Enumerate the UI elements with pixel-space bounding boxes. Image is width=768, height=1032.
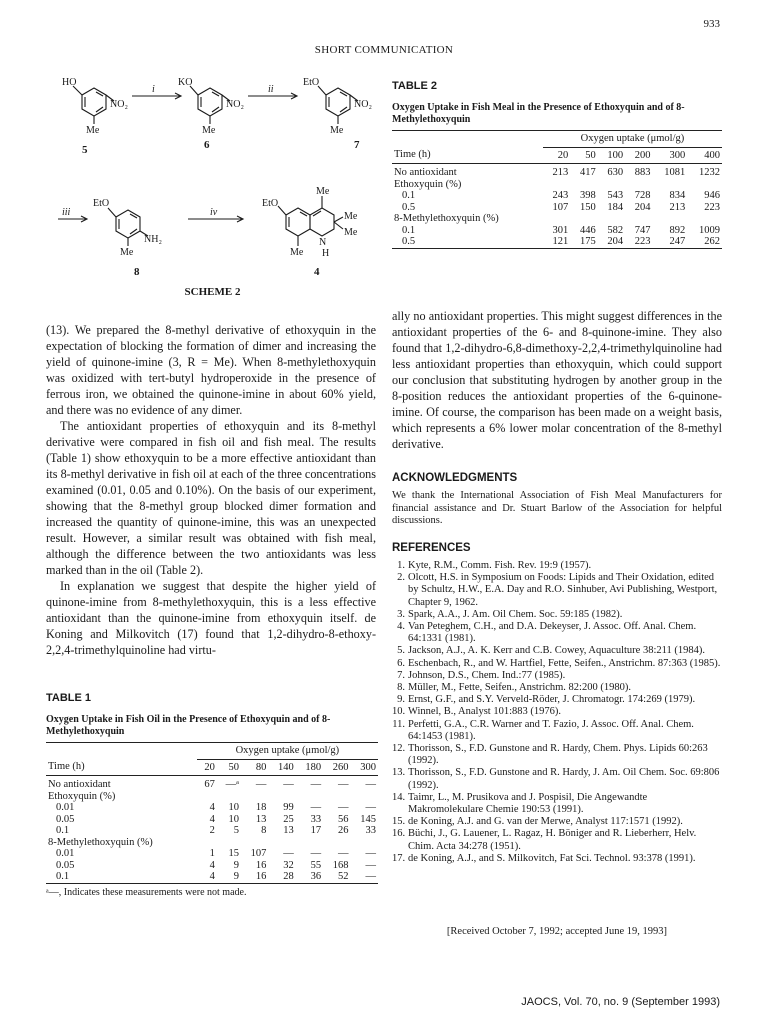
table-cell: 9	[233, 859, 239, 871]
row-label: 0.05	[56, 813, 75, 825]
body-left-column	[46, 322, 376, 658]
reference-text: Jackson, A.J., A. K. Kerr and C.B. Cowey, Aquaculture 38:211 (1984).	[408, 645, 705, 657]
table-cell	[241, 791, 268, 803]
reference-number: 15.	[392, 816, 406, 828]
compound-label: 7	[354, 139, 360, 151]
table-cell: —	[338, 802, 349, 813]
reference-item	[392, 853, 722, 865]
reference-item	[392, 670, 722, 682]
table-cell: 184	[607, 201, 624, 213]
benzene-ring-8	[116, 210, 140, 238]
table-cell	[268, 791, 295, 803]
table-2-span-header: Oxygen uptake (μmol/g)	[543, 131, 722, 148]
group-me: Me	[344, 211, 358, 222]
reference-number: 16.	[392, 828, 406, 840]
table-cell	[323, 791, 350, 803]
reference-number: 3.	[397, 608, 405, 620]
group-me: Me	[120, 247, 134, 258]
reference-text: Van Peteghem, C.H., and D.A. Dekeyser, J. Assoc. Off. Anal. Chem. 64:1331 (1981).	[408, 621, 697, 645]
table-cell	[323, 837, 350, 849]
table-cell: 55	[310, 859, 322, 871]
table-cell: —	[310, 848, 322, 859]
table-cell: 728	[634, 190, 651, 201]
group-ho: HO	[62, 77, 77, 88]
table-cell: 9	[217, 871, 241, 883]
row-label: No antioxidant	[48, 779, 111, 790]
running-head: SHORT COMMUNICATION	[314, 44, 454, 56]
table-cell: 582	[607, 224, 624, 236]
table-cell: 204	[634, 201, 651, 213]
table-cell: 204	[598, 236, 625, 248]
table-cell: 892	[669, 224, 686, 236]
table-cell	[296, 791, 323, 803]
row-label: Ethoxyquin (%)	[48, 790, 116, 802]
group-h: H	[322, 248, 330, 259]
table-2-title: Oxygen Uptake in Fish Meal in the Presence of Ethoxyquin and of 8-Methylethoxyquin	[392, 102, 685, 125]
reference-number: 13.	[392, 767, 406, 779]
reference-text: Thorisson, S., F.D. Gunstone and R. Hardy, J. Am. Oil Chem. Soc. 69:806 (1992).	[408, 767, 720, 791]
table-cell: 99	[283, 802, 294, 813]
body-right-column	[392, 308, 722, 452]
reference-text: Johnson, D.S., Chem. Ind.:77 (1985).	[408, 669, 566, 681]
reagent-label: ii	[268, 84, 274, 95]
table-1-label: TABLE 1	[46, 692, 92, 704]
table-cell: 301	[552, 224, 569, 236]
acknowledgments-text: We thank the International Association of Fish Meal Manufacturers for financial assistance and Dr. Stuart Barlow of the Association for helpful discussions.	[392, 490, 722, 526]
reference-item	[392, 828, 722, 852]
table-cell	[543, 179, 570, 191]
table-cell: 107	[250, 848, 267, 859]
reaction-scheme	[40, 66, 385, 306]
table-2-time: 400	[687, 147, 722, 164]
table-cell: 747	[634, 224, 651, 236]
row-label: 0.01	[56, 848, 75, 859]
table-cell	[197, 837, 217, 849]
table-cell: 10	[228, 802, 239, 813]
reference-item	[392, 743, 722, 767]
table-cell	[625, 179, 652, 191]
table-cell: 107	[552, 201, 569, 213]
group-nh2: NH₂	[144, 234, 162, 245]
group-eto: EtO	[93, 198, 110, 209]
reference-number: 8.	[397, 682, 405, 694]
reference-item	[392, 645, 722, 657]
table-1-time: 50	[217, 759, 241, 776]
reference-text: Olcott, H.S. in Symposium on Foods: Lipids and Their Oxidation, edited by Schultz, H.W., E.A. Day and R.O. Sinhuber, Avi Publishing, Westport, Chapter 9, 1962.	[408, 572, 718, 608]
table-cell: 543	[607, 190, 624, 201]
reference-text: Eschenbach, R., and W. Hartfiel, Fette, Seifen., Anstrichm. 87:363 (1985).	[408, 657, 721, 669]
reference-text: Ernst, G.F., and S.Y. Verveld-Röder, J. Chromatogr. 174:269 (1979).	[408, 694, 696, 706]
table-cell	[598, 213, 625, 225]
table-cell	[296, 837, 323, 849]
table-row	[46, 837, 378, 849]
row-label: 0.1	[56, 825, 70, 836]
table-cell: 1232	[699, 167, 720, 178]
table-1	[46, 692, 378, 898]
table-1-time: 140	[268, 759, 295, 776]
acknowledgments-heading: ACKNOWLEDGMENTS	[392, 472, 518, 484]
table-cell: 145	[360, 813, 376, 825]
table-row	[392, 164, 722, 179]
table-1-body	[46, 776, 378, 884]
table-cell: 10	[228, 813, 239, 825]
table-cell: 33	[365, 825, 376, 836]
row-label: Ethoxyquin (%)	[394, 178, 462, 190]
references-heading: REFERENCES	[392, 542, 471, 554]
table-cell: 1009	[699, 224, 720, 236]
table-cell: 5	[233, 825, 239, 836]
journal-footer: JAOCS, Vol. 70, no. 9 (September 1993)	[521, 996, 720, 1008]
body-paragraph: The antioxidant properties of ethoxyquin and its 8-methyl derivative were compared in fish oil and fish meal. The results (Table 1) show ethoxyquin to be a more effective antioxidant than its 8-methyl derivative in fish oil at each of the three concentrations examined (0.01, 0.05 and 0.10%). On the basis of our experiment, showing that the 8-methyl group blocked dimer formation and increased the quantity of quinone-imine, this was an unexpected result. However, a similar result was obtained with fish meal, although the difference between the two antioxidants was less marked than in the oil (Table 2).	[46, 419, 376, 577]
table-1-footnote: ᵃ—, Indicates these measurements were not made.	[46, 886, 247, 898]
table-2-time: 100	[598, 147, 625, 164]
table-2-time: 20	[543, 147, 570, 164]
reference-item	[392, 572, 722, 609]
compound-label: 8	[134, 266, 140, 278]
table-1-span-header: Oxygen uptake (μmol/g)	[197, 743, 378, 760]
table-row	[392, 202, 722, 214]
compound-label: 4	[314, 266, 320, 278]
table-row	[392, 179, 722, 191]
table-cell: 36	[296, 871, 323, 883]
row-label: 0.1	[402, 190, 416, 201]
table-cell: 4	[209, 859, 215, 871]
row-label: 0.05	[56, 859, 75, 871]
table-cell	[625, 213, 652, 225]
table-row	[46, 871, 378, 883]
reference-number: 1.	[397, 560, 405, 571]
table-cell: 4	[209, 813, 215, 825]
group-no2: NO₂	[226, 99, 244, 110]
table-cell: —	[283, 779, 294, 790]
reference-item	[392, 792, 722, 816]
table-cell: 150	[579, 201, 596, 213]
table-1-time: 260	[323, 759, 350, 776]
reference-text: Thorisson, S., F.D. Gunstone and R. Hardy, Chem. Phys. Lipids 60:263 (1992).	[408, 743, 708, 767]
reference-number: 2.	[397, 572, 405, 584]
reference-text: de Koning, A.J., and S. Milkovitch, Fat Sci. Technol. 93:378 (1991).	[408, 852, 696, 864]
table-1-time: 80	[241, 759, 268, 776]
table-row	[46, 776, 378, 791]
reagent-label: iii	[62, 207, 71, 218]
table-cell: 946	[704, 190, 720, 201]
table-1-time-header: Time (h)	[46, 759, 197, 776]
table-row	[392, 236, 722, 248]
table-cell: —	[255, 779, 267, 790]
reference-item	[392, 694, 722, 706]
benzene-ring-6	[198, 88, 222, 116]
row-label: 0.1	[46, 871, 197, 883]
reference-text: Taimr, L., M. Prusikova and J. Pospisil, Die Angewandte Makromolekulare Chemie 190:53 (1991).	[408, 791, 648, 816]
table-cell	[351, 837, 378, 849]
table-cell: 121	[543, 236, 570, 248]
table-cell: 17	[310, 825, 322, 836]
reference-item	[392, 682, 722, 694]
reference-number: 6.	[397, 657, 405, 669]
group-eto: EtO	[303, 77, 320, 88]
benzene-ring-5	[82, 88, 106, 116]
table-cell: 247	[653, 236, 688, 248]
table-cell: 1	[209, 848, 215, 859]
table-row	[46, 791, 378, 803]
reference-number: 9.	[397, 694, 405, 706]
reference-text: de Koning, A.J. and G. van der Merwe, Analyst 117:1571 (1992).	[408, 816, 683, 828]
table-row	[392, 225, 722, 237]
table-row	[46, 814, 378, 826]
table-cell: —	[365, 859, 376, 871]
reference-text: Müller, M., Fette, Seifen., Anstrichm. 82:200 (1980).	[408, 682, 631, 694]
reference-number: 11.	[392, 718, 405, 730]
table-cell	[241, 837, 268, 849]
table-cell: 15	[228, 848, 239, 859]
table-2-time-header: Time (h)	[392, 147, 543, 164]
table-row	[46, 825, 378, 837]
table-cell: 25	[283, 813, 294, 825]
reference-number: 7.	[397, 669, 405, 681]
received-dates: [Received October 7, 1992; accepted June 19, 1993]	[446, 926, 668, 937]
body-paragraph: ally no antioxidant properties. This might suggest differences in the antioxidant properties of the 6- and 8-quinone-imine. They also found that 1,2-dihydro-6,8-dimethoxy-2,2,4-trimethylquinoline had less antioxidant properties than ethoxyquin, which could support our conclusion that substituting hydrogen by another group in the 8-position reduces the antioxidant properties of the 6-quinone-imine. Of course, the comparison has been made on a weight basis, which represents a 6% lower molar concentration of the 8-methyl derivative.	[392, 309, 722, 451]
table-2-time: 200	[625, 147, 652, 164]
table-cell: 223	[625, 236, 652, 248]
table-cell	[543, 213, 570, 225]
table-cell: 56	[338, 813, 349, 825]
reference-list	[392, 560, 722, 865]
group-me: Me	[344, 227, 358, 238]
table-2-body	[392, 164, 722, 249]
reference-text: Spark, A.A., J. Am. Oil Chem. Soc. 59:185 (1982).	[408, 608, 623, 620]
references-section	[392, 542, 722, 865]
table-cell: 67	[204, 779, 215, 790]
table-cell: 630	[607, 167, 624, 178]
reference-item	[392, 767, 722, 791]
reference-number: 12.	[392, 743, 406, 755]
reference-text: Büchi, J., G. Lauener, L. Ragaz, H. Böniger and R. Lieberherr, Helv. Chim. Acta 34:278 (1951).	[408, 828, 697, 852]
table-cell	[570, 213, 597, 225]
group-me: Me	[202, 125, 216, 136]
group-n: N	[319, 237, 327, 248]
scheme-caption: SCHEME 2	[184, 286, 241, 298]
group-me: Me	[290, 247, 304, 258]
reagent-label: i	[152, 84, 155, 95]
table-cell: 398	[579, 190, 596, 201]
table-cell: 26	[338, 825, 349, 836]
table-row	[46, 860, 378, 872]
table-1-time: 20	[197, 759, 217, 776]
table-cell: 262	[687, 236, 722, 248]
table-cell	[653, 213, 688, 225]
row-label: 0.01	[56, 802, 75, 813]
table-cell: —	[338, 848, 349, 859]
compound-label: 5	[82, 144, 88, 156]
table-cell: 417	[579, 167, 596, 178]
table-cell: 32	[283, 859, 294, 871]
table-row	[46, 848, 378, 860]
table-cell: 834	[669, 190, 686, 201]
table-cell: —	[310, 779, 322, 790]
body-paragraph: (13). We prepared the 8-methyl derivative of ethoxyquin in the expectation of blocking the formation of dimer and increasing the yield of quinone-imine (3, R = Me). When 8-methylethoxyquin was oxidized with tert-butyl hydroperoxide in the presence of ferrous iron, we obtained the quinone-imine in about 60% yield, and there was no evidence of any dimer.	[46, 323, 376, 417]
reference-number: 14.	[392, 791, 406, 803]
quinoline-benzo-ring	[286, 208, 310, 236]
reference-item	[392, 719, 722, 743]
table-cell: —	[365, 848, 376, 859]
table-cell: 16	[241, 871, 268, 883]
table-cell: —ᵃ	[225, 779, 239, 790]
reagent-label: iv	[210, 207, 218, 218]
table-row	[392, 190, 722, 202]
table-cell: 16	[255, 859, 267, 871]
table-2-time: 300	[653, 147, 688, 164]
table-cell: 18	[255, 802, 267, 813]
table-cell: —	[365, 779, 376, 790]
table-cell: —	[310, 802, 322, 813]
reference-item	[392, 621, 722, 645]
group-ko: KO	[178, 77, 193, 88]
table-row	[392, 213, 722, 225]
reference-text: Perfetti, G.A., C.R. Warner and T. Fazio, J. Assoc. Off. Anal. Chem. 64:1453 (1981).	[408, 718, 694, 742]
table-1-grid	[46, 742, 378, 884]
table-cell	[653, 179, 688, 191]
table-cell: 4	[197, 871, 217, 883]
table-cell: 8	[261, 825, 267, 836]
table-cell	[687, 179, 722, 191]
table-cell: 13	[283, 825, 294, 836]
scheme-drawing	[40, 66, 385, 306]
row-label: No antioxidant	[394, 167, 457, 178]
table-cell: —	[365, 802, 376, 813]
reference-text: Winnel, B., Analyst 101:883 (1976).	[408, 706, 561, 718]
group-no2: NO₂	[110, 99, 128, 110]
reference-number: 4.	[397, 621, 405, 633]
table-cell: 168	[332, 859, 349, 871]
table-cell: 446	[579, 224, 596, 236]
reference-item	[392, 560, 722, 572]
row-label: 0.5	[392, 236, 543, 248]
table-cell: 223	[704, 201, 720, 213]
table-1-title: Oxygen Uptake in Fish Oil in the Presence of Ethoxyquin and of 8-Methylethoxyquin	[46, 714, 331, 737]
quinoline-hetero-ring	[310, 208, 334, 236]
table-cell: —	[283, 848, 294, 859]
reference-item	[392, 609, 722, 621]
table-cell: 243	[552, 190, 569, 201]
table-cell: —	[338, 779, 349, 790]
page-number: 933	[703, 18, 720, 30]
reference-number: 5.	[397, 645, 405, 657]
row-label: 0.5	[402, 201, 416, 213]
table-cell	[570, 179, 597, 191]
compound-label: 6	[204, 139, 210, 151]
table-cell	[598, 179, 625, 191]
reference-number: 17.	[392, 852, 406, 864]
table-cell	[217, 791, 241, 803]
reference-text: Kyte, R.M., Comm. Fish. Rev. 19:9 (1957).	[408, 560, 592, 571]
table-cell	[351, 791, 378, 803]
table-cell	[687, 213, 722, 225]
table-cell: 2	[209, 825, 215, 836]
table-2-time: 50	[570, 147, 597, 164]
row-label: 8-Methylethoxyquin (%)	[48, 836, 153, 848]
table-cell	[197, 791, 217, 803]
table-cell: 1081	[664, 167, 686, 178]
table-cell: 52	[323, 871, 350, 883]
table-cell: 33	[310, 813, 322, 825]
group-no2: NO₂	[354, 99, 372, 110]
reference-item	[392, 816, 722, 828]
table-2-label: TABLE 2	[392, 80, 438, 92]
table-1-time: 180	[296, 759, 323, 776]
row-label: 0.1	[402, 224, 416, 236]
table-cell: 213	[552, 167, 569, 178]
acknowledgments-section	[392, 472, 722, 528]
table-cell: 175	[570, 236, 597, 248]
table-cell: 883	[634, 167, 651, 178]
table-2	[392, 80, 722, 249]
table-2-grid	[392, 130, 722, 249]
table-cell: —	[351, 871, 378, 883]
group-me: Me	[86, 125, 100, 136]
table-cell	[217, 837, 241, 849]
reference-item	[392, 658, 722, 670]
table-cell: 28	[268, 871, 295, 883]
table-1-time: 300	[351, 759, 378, 776]
table-row	[46, 802, 378, 814]
group-me: Me	[330, 125, 344, 136]
reference-number: 10.	[392, 706, 406, 718]
group-me: Me	[316, 186, 330, 197]
table-cell	[268, 837, 295, 849]
benzene-ring-7	[326, 88, 350, 116]
table-cell: 13	[255, 813, 267, 825]
body-paragraph: In explanation we suggest that despite the higher yield of quinone-imine from 8-methylethoxyquin, this is a less effective antioxidant than the quinone-imine from ethoxyquin itself. de Koning and Milkovitch (17) found that 1,2-dihydro-8-ethoxy-2,2,4-trimethylquinoline had virtu-	[46, 579, 376, 657]
group-eto: EtO	[262, 198, 279, 209]
table-cell: 213	[669, 201, 686, 213]
row-label: 8-Methylethoxyquin (%)	[394, 213, 499, 224]
table-cell: 4	[209, 802, 215, 813]
reference-item	[392, 706, 722, 718]
